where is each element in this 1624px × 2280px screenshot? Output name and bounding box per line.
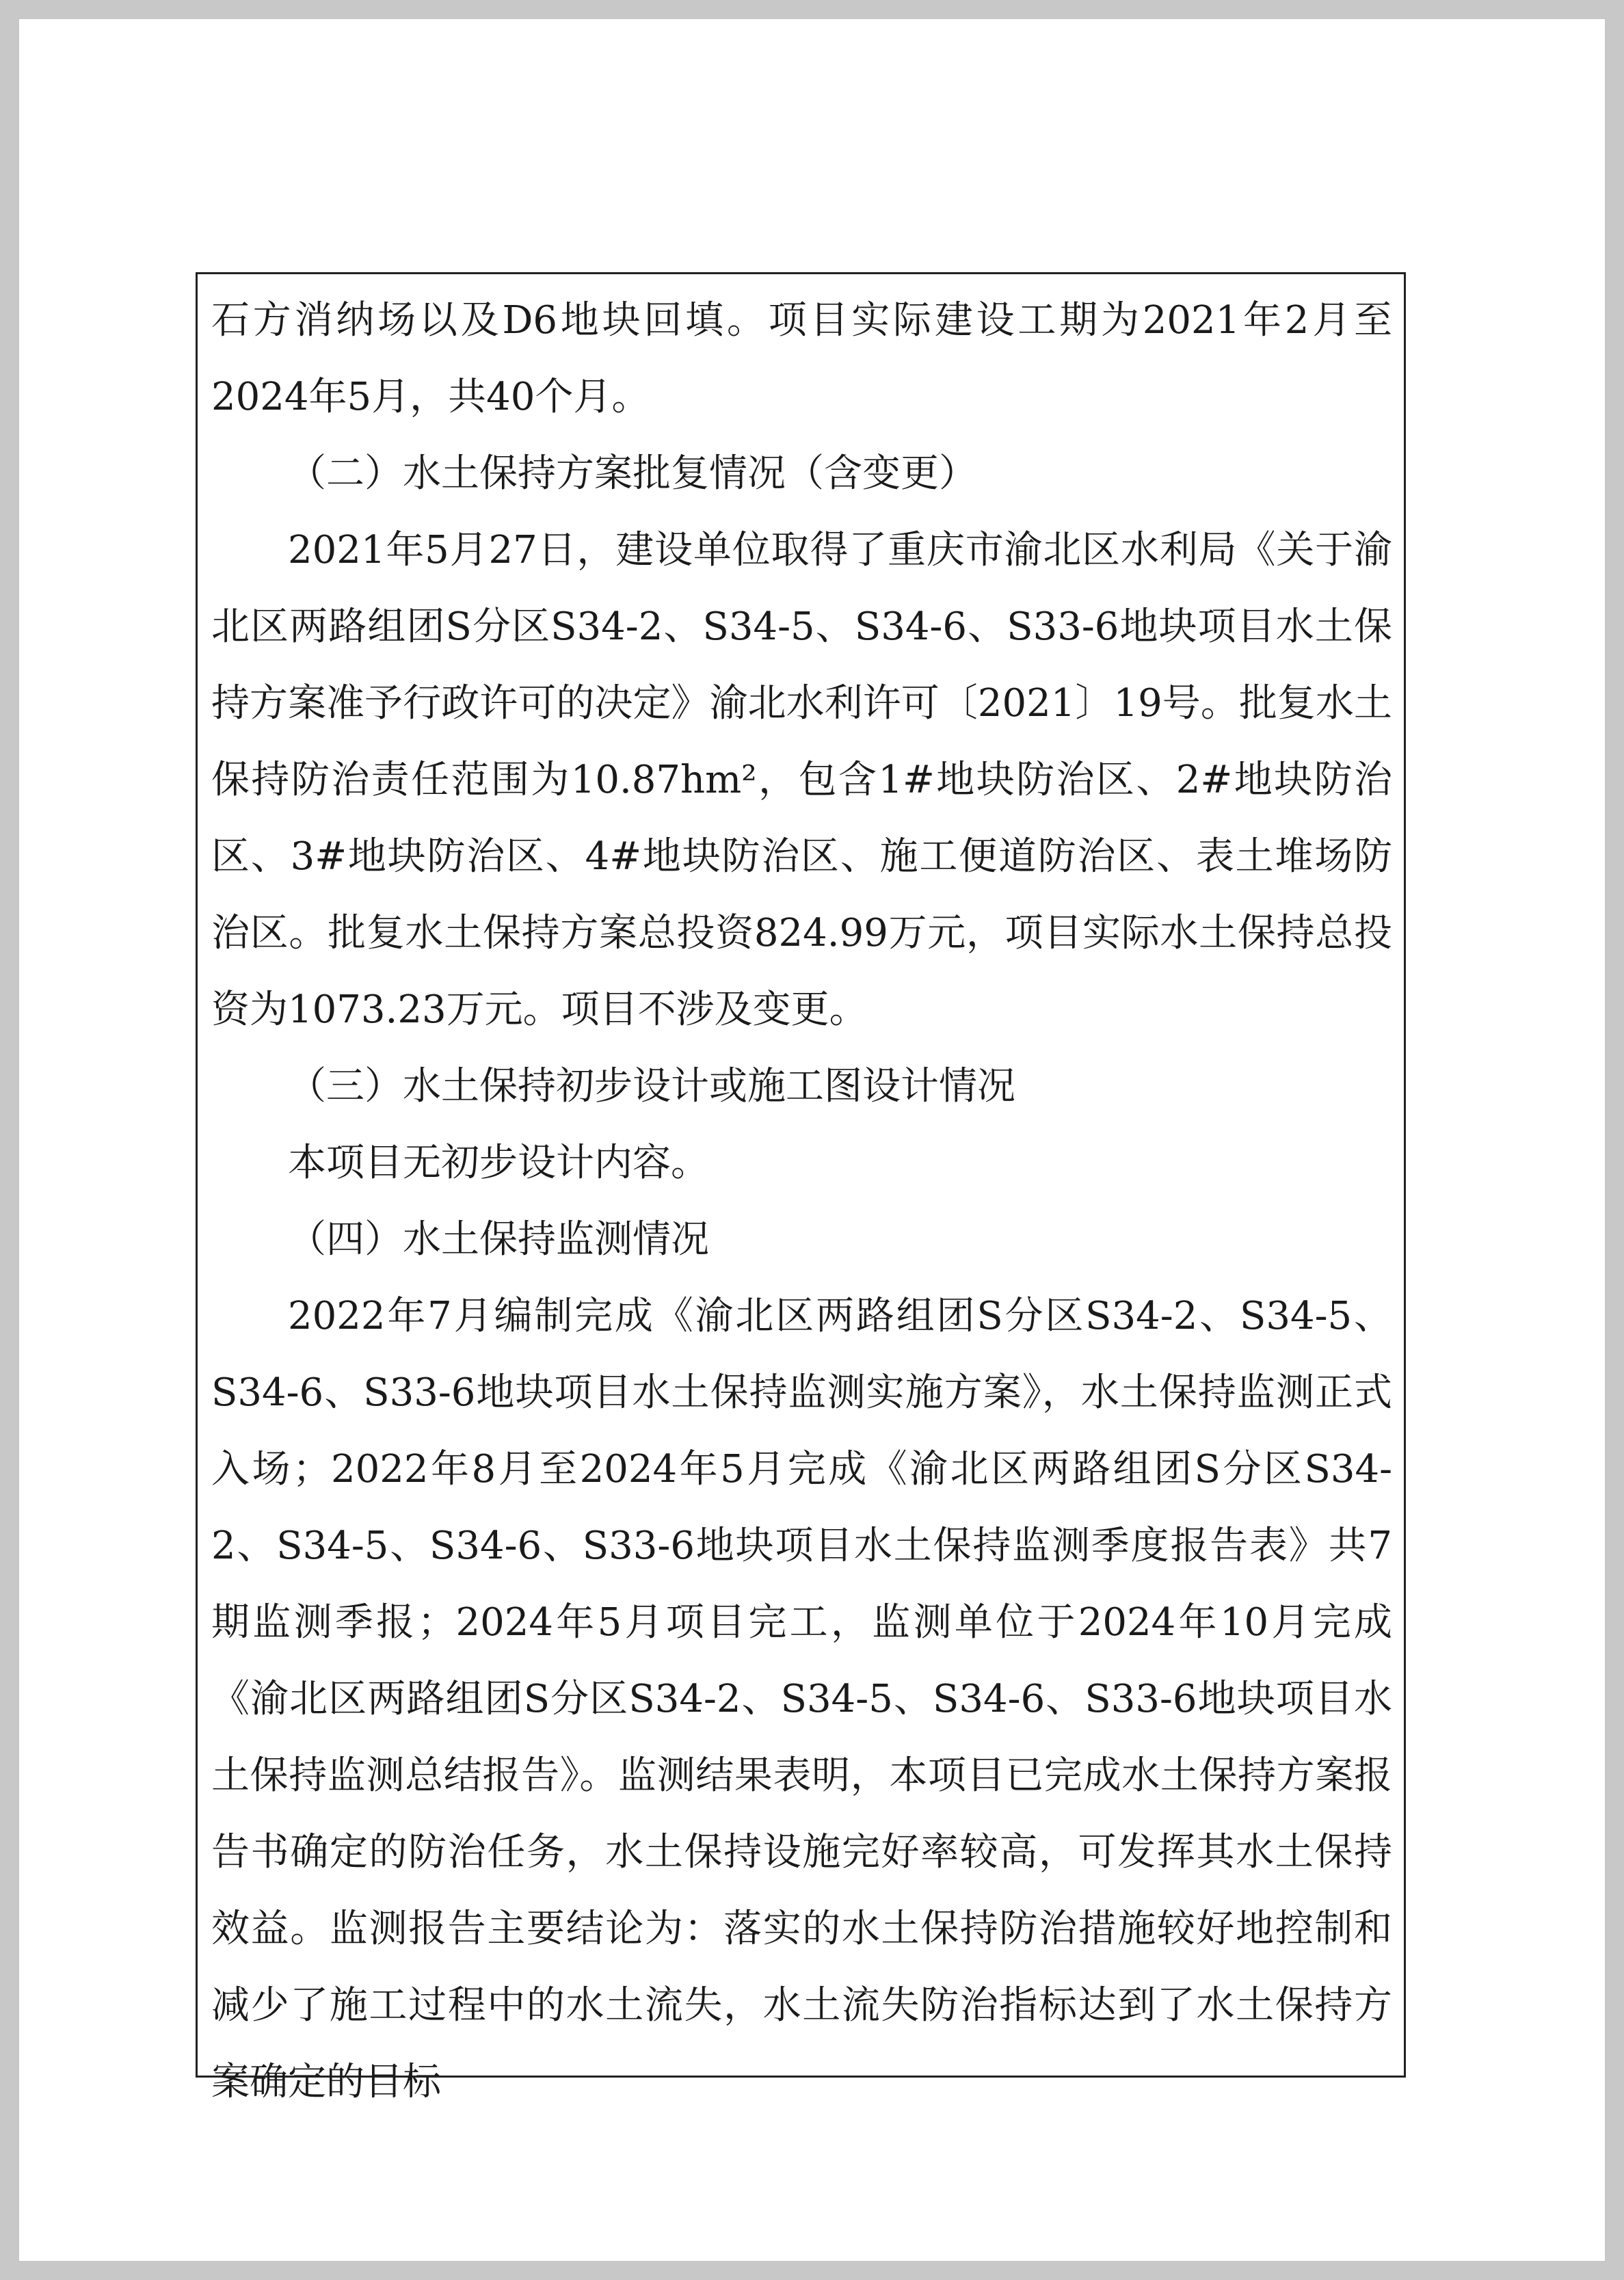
text-frame: [196, 272, 1406, 2104]
document-page: [19, 19, 1605, 2261]
section-heading-monitoring: （四）水土保持监测情况: [288, 1217, 709, 1262]
section-heading-approval: （二）水土保持方案批复情况（含变更）: [288, 451, 977, 496]
paragraph-continuation: 石方消纳场以及D6地块回填。项目实际建设工期为2021年2月至2024年5月，共40个月。: [211, 298, 1392, 419]
paragraph-monitoring: 2022年7月编制完成《渝北区两路组团S分区S34-2、S34-5、S34-6、S33-6地块项目水土保持监测实施方案》，水土保持监测正式入场；2022年8月至2024年5月完成《渝北区两路组团S分区S34-2、S34-5、S34-6、S33-6地块项目水土保持监测季度报告表》共7期监测季报；2024年5月项目完工，监测单位于2024年10月完成《渝北区两路组团S分区S34-2、S34-5、S34-6、S33-6地块项目水土保持监测总结报告》。监测结果表明，本项目已完成水土保持方案报告书确定的防治任务，水土保持设施完好率较高，可发挥其水土保持效益。监测报告主要结论为：落实的水土保持防治措施较好地控制和减少了施工过程中的水土流失，水土流失防治指标达到了水土保持方案确定的目标: [211, 1294, 1392, 2104]
paragraph-design: 本项目无初步设计内容。: [288, 1141, 709, 1185]
section-heading-design: （三）水土保持初步设计或施工图设计情况: [288, 1064, 1015, 1109]
document-body: [211, 282, 1392, 2121]
paragraph-approval: 2021年5月27日，建设单位取得了重庆市渝北区水利局《关于渝北区两路组团S分区S34-2、S34-5、S34-6、S33-6地块项目水土保持方案准予行政许可的决定》渝北水利许可〔2021〕19号。批复水土保持防治责任范围为10.87hm²，包含1#地块防治区、2#地块防治区、3#地块防治区、4#地块防治区、施工便道防治区、表土堆场防治区。批复水土保持方案总投资824.99万元，项目实际水土保持总投资为1073.23万元。项目不涉及变更。: [211, 528, 1392, 1032]
